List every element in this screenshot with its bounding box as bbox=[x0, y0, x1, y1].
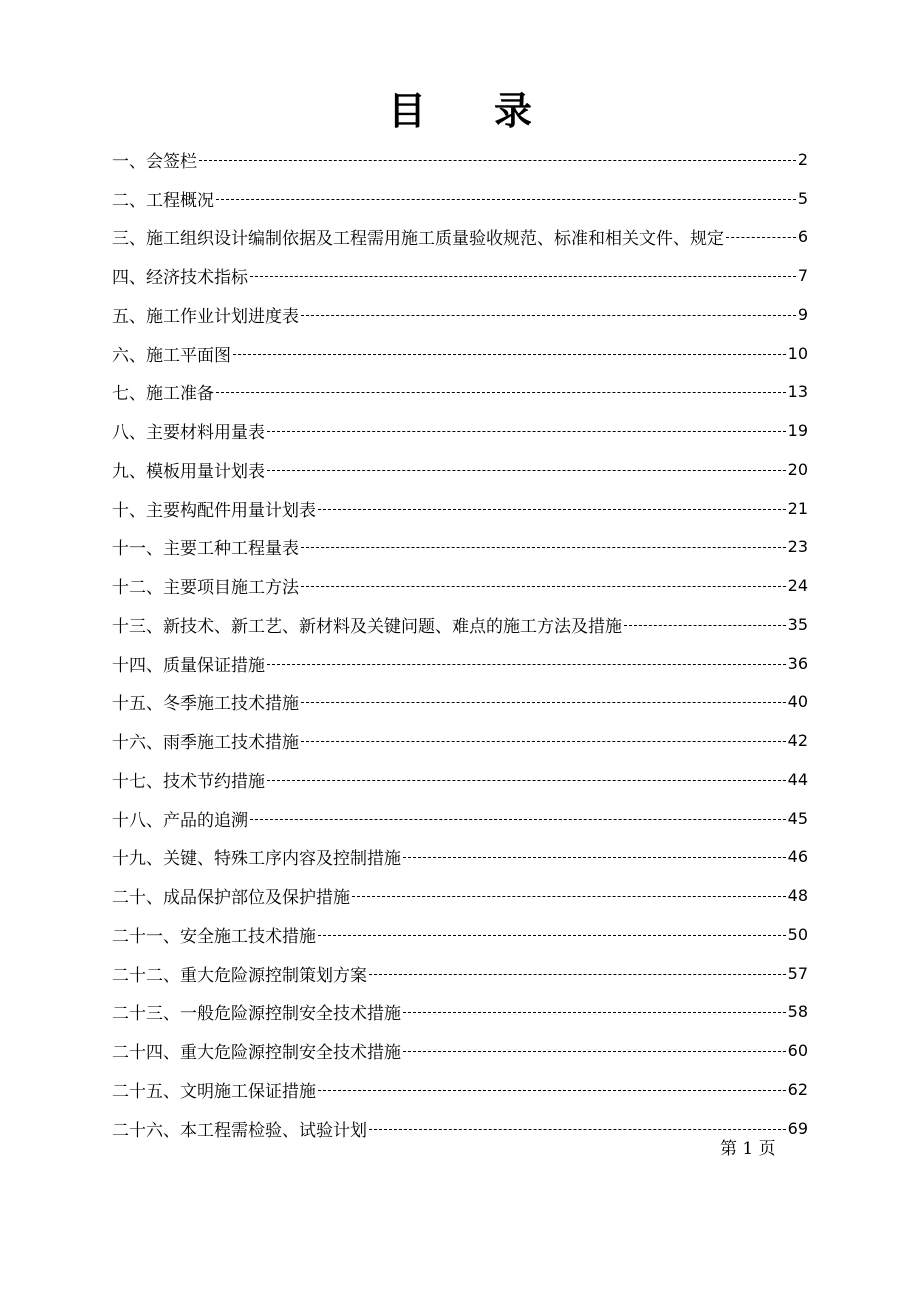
toc-entry-label: 十一、主要工种工程量表 bbox=[112, 539, 299, 560]
toc-entry-page: 9 bbox=[797, 304, 808, 324]
toc-entry-page: 42 bbox=[787, 731, 808, 751]
toc-leader bbox=[301, 702, 786, 703]
toc-entry-page: 6 bbox=[797, 227, 808, 247]
toc-leader bbox=[267, 780, 786, 781]
toc-leader bbox=[318, 509, 786, 510]
toc-entry[interactable] bbox=[112, 993, 808, 1032]
toc-leader bbox=[318, 935, 786, 936]
toc-entry-page: 48 bbox=[787, 886, 808, 906]
toc-leader bbox=[301, 547, 786, 548]
toc-entry[interactable] bbox=[112, 140, 808, 179]
toc-entry[interactable] bbox=[112, 373, 808, 412]
toc-entry[interactable] bbox=[112, 915, 808, 954]
table-of-contents bbox=[112, 140, 808, 1148]
toc-leader bbox=[216, 199, 796, 200]
page-title: 目录 bbox=[387, 89, 600, 133]
toc-entry[interactable] bbox=[112, 876, 808, 915]
toc-entry-label: 十七、技术节约措施 bbox=[112, 771, 265, 792]
toc-leader bbox=[267, 470, 786, 471]
toc-entry-label: 十、主要构配件用量计划表 bbox=[112, 500, 316, 521]
toc-entry[interactable] bbox=[112, 799, 808, 838]
toc-leader bbox=[318, 1090, 786, 1091]
toc-leader bbox=[352, 896, 786, 897]
toc-leader bbox=[199, 160, 796, 161]
toc-entry[interactable] bbox=[112, 489, 808, 528]
toc-entry-label: 二十六、本工程需检验、试验计划 bbox=[112, 1120, 367, 1141]
toc-entry-page: 62 bbox=[787, 1079, 808, 1099]
toc-entry[interactable] bbox=[112, 334, 808, 373]
toc-entry[interactable] bbox=[112, 1031, 808, 1070]
toc-leader bbox=[301, 741, 786, 742]
toc-entry-label: 十三、新技术、新工艺、新材料及关键问题、难点的施工方法及措施 bbox=[112, 616, 622, 637]
toc-leader bbox=[267, 431, 786, 432]
toc-entry-label: 三、施工组织设计编制依据及工程需用施工质量验收规范、标准和相关文件、规定 bbox=[112, 229, 724, 250]
toc-entry-label: 二十三、一般危险源控制安全技术措施 bbox=[112, 1004, 401, 1025]
toc-entry-label: 二、工程概况 bbox=[112, 190, 214, 211]
toc-entry-label: 十六、雨季施工技术措施 bbox=[112, 733, 299, 754]
toc-entry-page: 7 bbox=[797, 266, 808, 286]
toc-entry-page: 57 bbox=[787, 963, 808, 983]
toc-entry[interactable] bbox=[112, 218, 808, 257]
toc-entry-label: 二十一、安全施工技术措施 bbox=[112, 926, 316, 947]
toc-leader bbox=[250, 819, 786, 820]
toc-leader bbox=[403, 857, 786, 858]
toc-leader bbox=[301, 586, 786, 587]
toc-leader bbox=[233, 354, 786, 355]
toc-entry[interactable] bbox=[112, 683, 808, 722]
toc-entry-page: 69 bbox=[787, 1118, 808, 1138]
toc-entry-label: 十四、质量保证措施 bbox=[112, 655, 265, 676]
toc-entry-label: 四、经济技术指标 bbox=[112, 268, 248, 289]
toc-entry[interactable] bbox=[112, 411, 808, 450]
toc-entry-label: 二十五、文明施工保证措施 bbox=[112, 1081, 316, 1102]
toc-entry-page: 23 bbox=[787, 537, 808, 557]
toc-entry-label: 十八、产品的追溯 bbox=[112, 810, 248, 831]
toc-entry-label: 七、施工准备 bbox=[112, 384, 214, 405]
toc-entry-page: 20 bbox=[787, 459, 808, 479]
toc-leader bbox=[369, 974, 786, 975]
toc-entry-page: 21 bbox=[787, 498, 808, 518]
toc-leader bbox=[403, 1012, 786, 1013]
toc-entry[interactable] bbox=[112, 450, 808, 489]
toc-entry[interactable] bbox=[112, 954, 808, 993]
toc-entry[interactable] bbox=[112, 721, 808, 760]
toc-entry-label: 八、主要材料用量表 bbox=[112, 423, 265, 444]
toc-entry[interactable] bbox=[112, 295, 808, 334]
toc-entry-page: 40 bbox=[787, 692, 808, 712]
toc-entry-label: 十二、主要项目施工方法 bbox=[112, 578, 299, 599]
toc-entry[interactable] bbox=[112, 838, 808, 877]
toc-entry[interactable] bbox=[112, 644, 808, 683]
toc-entry-page: 44 bbox=[787, 769, 808, 789]
toc-entry-label: 九、模板用量计划表 bbox=[112, 461, 265, 482]
toc-entry-page: 5 bbox=[797, 188, 808, 208]
toc-entry-page: 50 bbox=[787, 924, 808, 944]
toc-entry-page: 60 bbox=[787, 1041, 808, 1061]
toc-entry[interactable] bbox=[112, 1109, 808, 1148]
toc-entry-page: 35 bbox=[787, 614, 808, 634]
toc-entry-page: 24 bbox=[787, 576, 808, 596]
toc-entry[interactable] bbox=[112, 528, 808, 567]
toc-entry-label: 十五、冬季施工技术措施 bbox=[112, 694, 299, 715]
toc-entry[interactable] bbox=[112, 1070, 808, 1109]
toc-entry-label: 二十、成品保护部位及保护措施 bbox=[112, 888, 350, 909]
toc-leader bbox=[216, 392, 786, 393]
toc-leader bbox=[403, 1051, 786, 1052]
toc-entry-page: 46 bbox=[787, 847, 808, 867]
toc-entry[interactable] bbox=[112, 605, 808, 644]
toc-entry-label: 十九、关键、特殊工序内容及控制措施 bbox=[112, 849, 401, 870]
toc-leader bbox=[267, 664, 786, 665]
toc-entry-label: 六、施工平面图 bbox=[112, 345, 231, 366]
page-number: 第 1 页 bbox=[720, 1139, 776, 1159]
toc-entry-page: 58 bbox=[787, 1002, 808, 1022]
toc-entry-page: 2 bbox=[797, 149, 808, 169]
toc-entry-label: 五、施工作业计划进度表 bbox=[112, 306, 299, 327]
toc-leader bbox=[624, 625, 786, 626]
toc-leader bbox=[250, 276, 796, 277]
toc-leader bbox=[369, 1129, 786, 1130]
toc-entry[interactable] bbox=[112, 760, 808, 799]
toc-entry-page: 10 bbox=[787, 343, 808, 363]
toc-entry-page: 36 bbox=[787, 653, 808, 673]
toc-leader bbox=[301, 315, 796, 316]
toc-entry-label: 二十四、重大危险源控制安全技术措施 bbox=[112, 1043, 401, 1064]
toc-entry[interactable] bbox=[112, 256, 808, 295]
toc-entry-page: 13 bbox=[787, 382, 808, 402]
toc-entry-label: 二十二、重大危险源控制策划方案 bbox=[112, 965, 367, 986]
toc-leader bbox=[726, 237, 796, 238]
toc-entry-page: 19 bbox=[787, 421, 808, 441]
toc-entry[interactable] bbox=[112, 179, 808, 218]
toc-entry[interactable] bbox=[112, 566, 808, 605]
toc-entry-label: 一、会签栏 bbox=[112, 151, 197, 172]
toc-entry-page: 45 bbox=[787, 808, 808, 828]
